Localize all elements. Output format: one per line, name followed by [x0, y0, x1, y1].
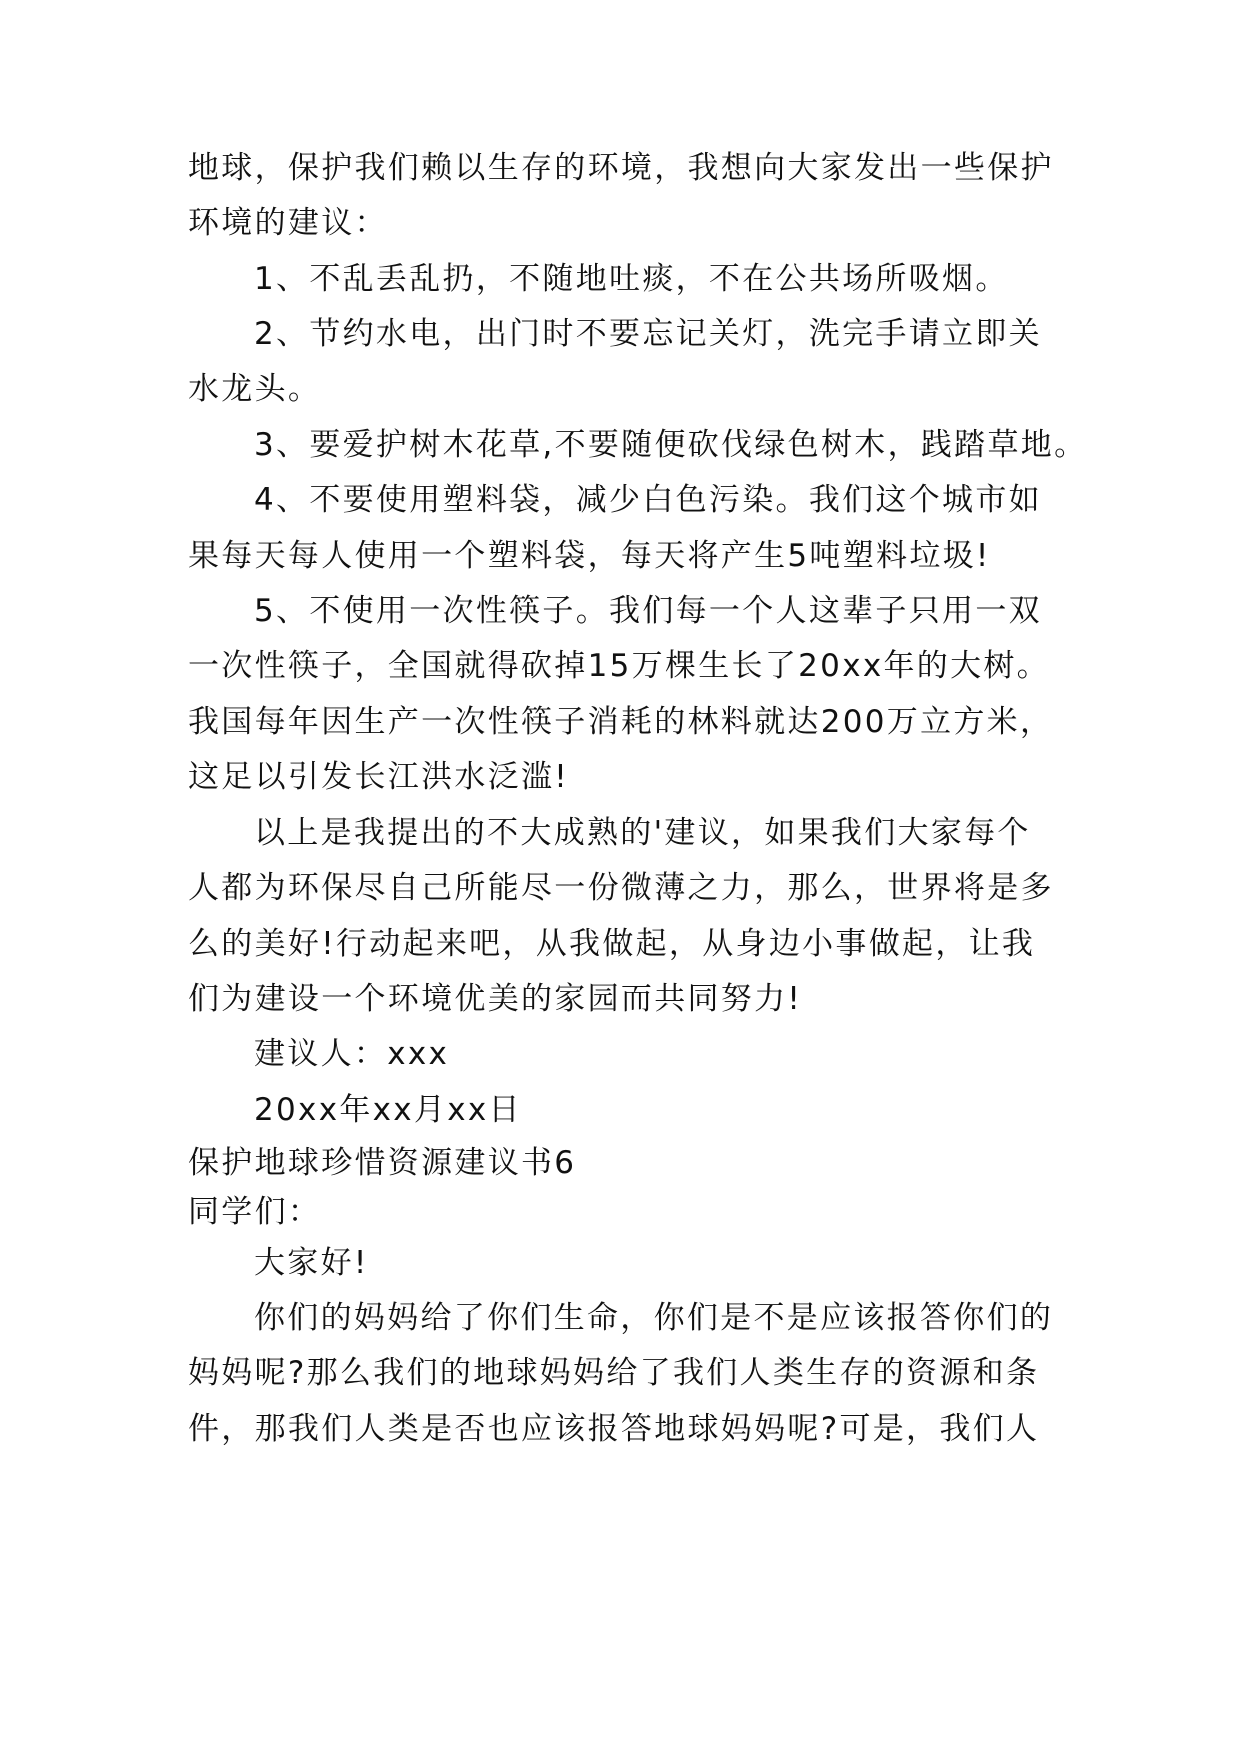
text-line: 果每天每人使用一个塑料袋，每天将产生5吨塑料垃圾!	[188, 538, 991, 574]
text-line: 们为建设一个环境优美的家园而共同努力!	[188, 981, 803, 1017]
salutation: 同学们：	[188, 1194, 322, 1230]
list-item-3: 3、要爱护树木花草,不要随便砍伐绿色树木，践踏草地。	[254, 427, 1088, 463]
text-line: 人都为环保尽自己所能尽一份微薄之力，那么，世界将是多	[188, 870, 1054, 906]
section-title: 保护地球珍惜资源建议书6	[188, 1145, 577, 1181]
text-line: 环境的建议：	[188, 205, 388, 241]
text-line: 这足以引发长江洪水泛滥!	[188, 759, 570, 795]
list-item-5: 5、不使用一次性筷子。我们每一个人这辈子只用一双	[254, 593, 1042, 629]
text-line: 件，那我们人类是否也应该报答地球妈妈呢?可是，我们人	[188, 1411, 1040, 1447]
text-line: 地球，保护我们赖以生存的环境，我想向大家发出一些保护	[188, 150, 1054, 186]
list-item-1: 1、不乱丢乱扔，不随地吐痰，不在公共场所吸烟。	[254, 261, 1009, 297]
text-line: 妈妈呢?那么我们的地球妈妈给了我们人类生存的资源和条	[188, 1355, 1040, 1391]
paragraph-start: 你们的妈妈给了你们生命，你们是不是应该报答你们的	[254, 1300, 1054, 1336]
greeting: 大家好!	[254, 1245, 369, 1281]
list-item-2: 2、节约水电，出门时不要忘记关灯，洗完手请立即关	[254, 316, 1042, 352]
text-line: 一次性筷子，全国就得砍掉15万棵生长了20xx年的大树。	[188, 648, 1050, 684]
list-item-4: 4、不要使用塑料袋，减少白色污染。我们这个城市如	[254, 482, 1042, 518]
signature-proposer: 建议人：xxx	[254, 1036, 450, 1072]
text-line: 水龙头。	[188, 371, 322, 407]
text-line: 么的美好!行动起来吧，从我做起，从身边小事做起，让我	[188, 926, 1036, 962]
text-line: 我国每年因生产一次性筷子消耗的林料就达200万立方米，	[188, 704, 1054, 740]
signature-date: 20xx年xx月xx日	[254, 1092, 522, 1128]
paragraph-start: 以上是我提出的不大成熟的'建议，如果我们大家每个	[254, 815, 1031, 851]
